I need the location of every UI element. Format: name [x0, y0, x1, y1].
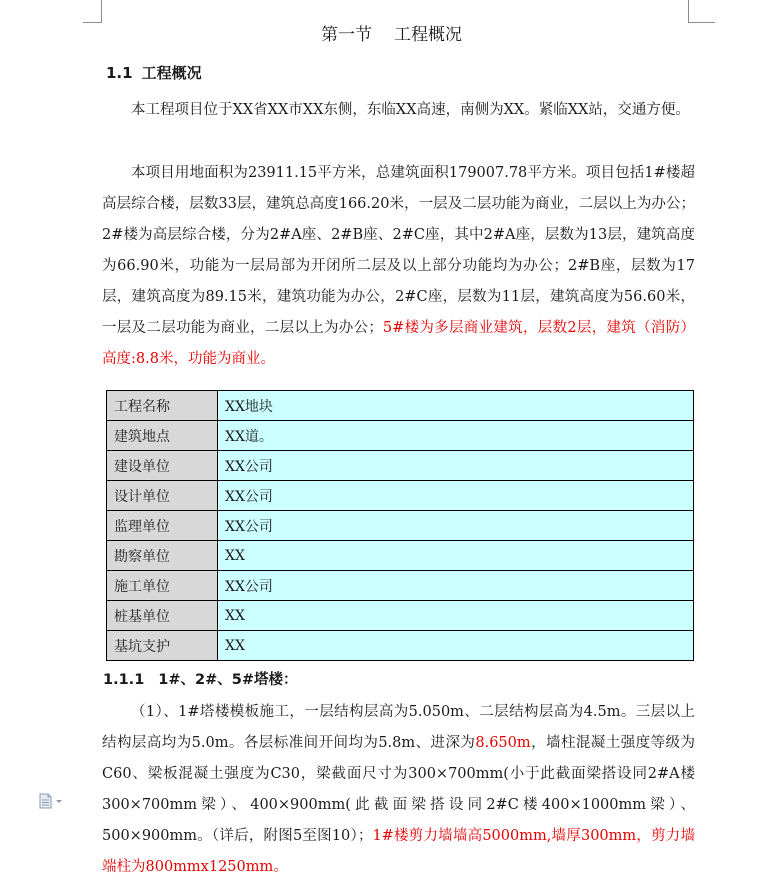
- project-info-table: [106, 390, 694, 661]
- table-row: [107, 511, 694, 541]
- document-dropdown-icon[interactable]: [38, 793, 64, 809]
- table-row: [107, 481, 694, 511]
- heading-1-1-1: [103, 668, 298, 689]
- table-label-cell: 建设单位: [107, 451, 218, 481]
- table-label-cell: 监理单位: [107, 511, 218, 541]
- formwork-highlight-wall: 1#楼剪力墙墙高5000mm,墙厚300mm，剪力墙端柱为800mmx1250mm。: [102, 828, 695, 875]
- table-row: [107, 571, 694, 601]
- section-label: 第一节: [321, 25, 372, 45]
- heading-text: 工程概况: [141, 64, 202, 82]
- paragraph-tower-formwork: [102, 697, 695, 883]
- table-label-cell: 施工单位: [107, 571, 218, 601]
- table-label-cell: 基坑支护: [107, 631, 218, 661]
- heading-number: 1.1: [106, 64, 133, 82]
- table-value-cell: XX地块: [218, 391, 694, 421]
- formwork-text-b: ，墙柱混凝土强度等级为C60、梁板混凝土强度为C30，梁截面尺寸为300×700mm(小于此截面梁搭设同2#A楼300×700mm梁）、400×900mm(此截面梁搭设同2#C楼400×1000mm梁）、500×900mm。（详后，附图5至图10）；: [102, 735, 695, 844]
- table-value-cell: XX道。: [218, 421, 694, 451]
- table-row: [107, 601, 694, 631]
- table-label-cell: 桩基单位: [107, 601, 218, 631]
- formwork-text-a: （1）、1#塔楼模板施工，一层结构层高为5.050m、二层结构层高为4.5m。三层以上结构层高均为5.0m。各层标准间开间均为5.8m、进深为: [102, 704, 695, 751]
- table-label-cell: 建筑地点: [107, 421, 218, 451]
- paragraph-location: 本工程项目位于XX省XX市XX东侧，东临XX高速，南侧为XX。紧临XX站，交通方便。: [131, 102, 690, 118]
- table-value-cell: XX公司: [218, 481, 694, 511]
- table-value-cell: XX公司: [218, 511, 694, 541]
- paragraph-overview: [102, 158, 695, 375]
- page-title: [0, 20, 783, 45]
- formwork-highlight-depth: 8.650m: [475, 735, 531, 751]
- table-row: [107, 631, 694, 661]
- table-row: [107, 451, 694, 481]
- table-value-cell: XX: [218, 631, 694, 661]
- table-row: [107, 391, 694, 421]
- section-title: 工程概况: [394, 25, 462, 45]
- heading-1-1: [106, 62, 202, 83]
- table-value-cell: XX公司: [218, 451, 694, 481]
- table-row: [107, 541, 694, 571]
- table-row: [107, 421, 694, 451]
- overview-text: 本项目用地面积为23911.15平方米，总建筑面积179007.78平方米。项目包括1#楼超高层综合楼，层数33层，建筑总高度166.20米，一层及二层功能为商业，二层以上为办公；2#楼为高层综合楼，分为2#A座、2#B座、2#C座，其中2#A座，层数为13层，建筑高度为66.90米，功能为一层局部为开闭所二层及以上部分功能均为办公；2#B座，层数为17层，建筑高度为89.15米，建筑功能为办公，2#C座，层数为11层，建筑高度为56.60米，一层及二层功能为商业，二层以上为办公；: [102, 165, 695, 336]
- table-value-cell: XX: [218, 541, 694, 571]
- table-value-cell: XX公司: [218, 571, 694, 601]
- heading-number: 1.1.1: [103, 672, 145, 688]
- overview-highlight: 5#楼为多层商业建筑，层数2层，建筑（消防）高度:8.8米，功能为商业。: [102, 320, 695, 367]
- heading-text: 1#、2#、5#塔楼：: [158, 672, 298, 688]
- table-value-cell: XX: [218, 601, 694, 631]
- table-label-cell: 工程名称: [107, 391, 218, 421]
- table-label-cell: 勘察单位: [107, 541, 218, 571]
- table-label-cell: 设计单位: [107, 481, 218, 511]
